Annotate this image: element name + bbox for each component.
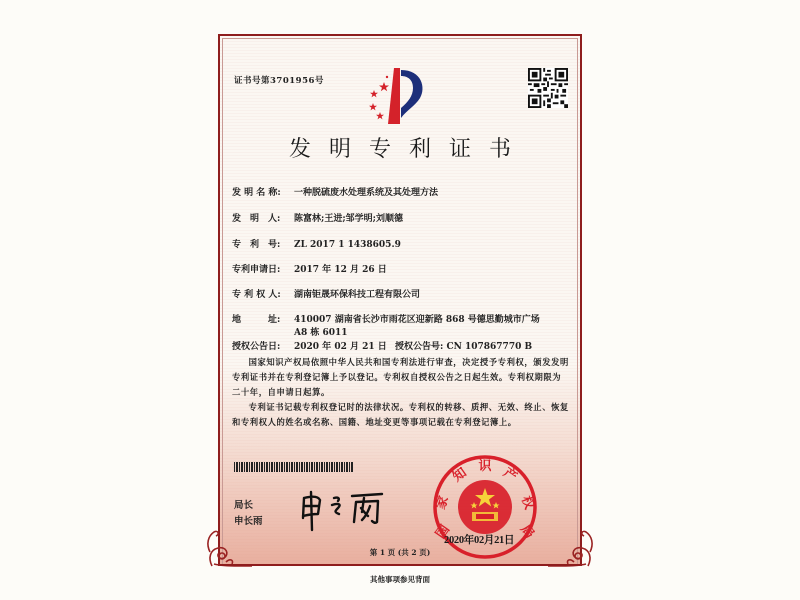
border-bottom-rule [220,564,580,566]
ornament-corner-icon [204,522,254,570]
field-label: 专 利 权 人: [232,290,281,300]
field-value: ZL 2017 1 1438605.9 [294,240,401,250]
field-label: 授权公告日: [232,342,281,352]
statement-paragraph-2: 专利证书记载专利权登记时的法律状况。专利权的转移、质押、无效、终止、恢复和专利权人的姓名或名称、国籍、地址变更等事项记载在专利登记簿上。 [232,402,569,427]
signature-icon [298,488,390,532]
ornament-corner-icon [546,522,596,570]
director-name: 申长雨 [234,516,263,527]
field-application-date [232,262,387,275]
field-invention-name [232,185,438,198]
patent-certificate [218,34,582,566]
certificate-title: 发明专利证书 [288,137,529,162]
field-label: 发 明 名 称: [232,188,281,198]
svg-text:知: 知 [450,465,470,486]
address-line-2: A8 栋 6011 [294,328,348,338]
svg-text:局: 局 [516,522,537,542]
field-value: 2017 年 12 月 26 日 [294,265,387,275]
field-label: 地 址: [232,315,281,325]
svg-text:国: 国 [433,522,454,542]
svg-text:家: 家 [433,494,452,512]
publication-number: 授权公告号: CN 107867770 B [395,342,533,352]
field-label: 发 明 人: [232,214,281,224]
svg-text:识: 识 [478,459,492,474]
field-patentee [232,287,420,300]
field-value: 湖南钜晟环保科技工程有限公司 [294,290,421,300]
field-grant-date [232,339,387,352]
seal-date: 2020年02月21日 [444,535,515,546]
page-indicator: 第 1 页 (共 2 页) [369,548,431,557]
qr-code-icon [528,68,568,108]
certificate-number: 证书号第3701956号 [234,76,324,86]
footer-note: 其他事项参见背面 [370,575,430,584]
field-address [232,312,540,325]
field-label: 专利申请日: [232,265,281,275]
barcode-icon [234,462,354,472]
field-label: 专 利 号: [232,240,281,250]
field-inventors [232,211,403,224]
field-value: 一种脱硫废水处理系统及其处理方法 [294,188,439,198]
field-value: 2020 年 02 月 21 日 [294,342,387,352]
cnipa-logo-icon [360,60,428,130]
field-value: 陈富林;王进;邹学明;刘顺德 [294,214,403,224]
statement-paragraph-1: 国家知识产权局依照中华人民共和国专利法进行审查，决定授予专利权，颁发发明专利证书并在专利登记簿上予以登记。专利权自授权公告之日起生效。专利权期限为二十年，自申请日起算。 [232,357,569,397]
svg-text:权: 权 [518,494,537,512]
svg-text:产: 产 [500,465,520,486]
field-value: 410007 湖南省长沙市雨花区迎新路 868 号德思勤城市广场 [294,315,540,325]
field-patent-number [232,237,401,250]
director-title: 局长 [234,500,254,511]
